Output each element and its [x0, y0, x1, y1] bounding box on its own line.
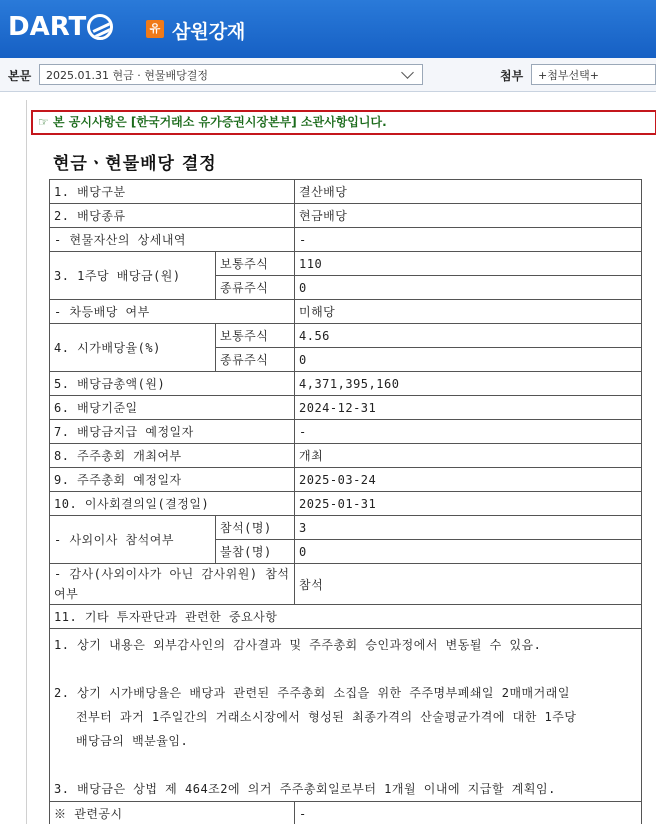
note-line: 3. 배당금은 상법 제 464조2에 의거 주주총회일로부터 1개월 이내에 지급할 계획임.: [54, 782, 556, 796]
row-value: 110: [295, 252, 642, 276]
row-label: 6. 배당기준일: [50, 396, 295, 420]
note-line: 배당금의 백분율임.: [76, 734, 189, 748]
attach-select-value: +첨부선택+: [538, 69, 599, 82]
row-label: - 사외이사 참석여부: [50, 516, 216, 564]
row-value: 4,371,395,160: [295, 372, 642, 396]
table-row: [50, 468, 642, 492]
attach-select[interactable]: [531, 64, 656, 85]
company-name[interactable]: 삼원강재: [172, 21, 246, 43]
table-row: [50, 605, 642, 629]
row-value: 미해당: [295, 300, 642, 324]
table-row: [50, 372, 642, 396]
row-value: -: [295, 228, 642, 252]
table-row: [50, 180, 642, 204]
row-label: 11. 기타 투자판단과 관련한 중요사항: [50, 605, 642, 629]
dividend-table: [49, 179, 642, 824]
logo-text: DART: [8, 12, 87, 42]
row-value: 0: [295, 540, 642, 564]
row-value: 2025-03-24: [295, 468, 642, 492]
table-row: [50, 324, 642, 348]
row-sublabel: 참석(명): [216, 516, 295, 540]
table-row: [50, 420, 642, 444]
row-sublabel: 보통주식: [216, 324, 295, 348]
row-value: -: [295, 420, 642, 444]
row-sublabel: 보통주식: [216, 252, 295, 276]
table-row: [50, 204, 642, 228]
table-row: [50, 228, 642, 252]
body-select[interactable]: [39, 64, 423, 85]
body-label: 본문: [8, 69, 32, 83]
dart-logo[interactable]: [8, 10, 113, 44]
row-value: 2024-12-31: [295, 396, 642, 420]
table-row: [50, 516, 642, 540]
table-row: [50, 492, 642, 516]
row-value: 3: [295, 516, 642, 540]
note-line: 2. 상기 시가배당율은 배당과 관련된 주주총회 소집을 위한 주주명부폐쇄일 2매매거래일: [54, 686, 570, 700]
toolbar: [0, 58, 656, 92]
table-row: [50, 396, 642, 420]
row-value: 결산배당: [295, 180, 642, 204]
row-value: -: [295, 802, 642, 824]
note-spacer: [54, 753, 637, 777]
body-select-value: 2025.01.31 현금 · 현물배당결정: [46, 69, 208, 82]
note-line: 전부터 과거 1주일간의 거래소시장에서 형성된 최종가격의 산술평균가격에 대한 1주당: [76, 710, 577, 724]
attach-label: 첨부: [500, 69, 524, 83]
row-sublabel: 종류주식: [216, 348, 295, 372]
row-value: 0: [295, 348, 642, 372]
row-value: 현금배당: [295, 204, 642, 228]
row-sublabel: 불참(명): [216, 540, 295, 564]
table-row: [50, 300, 642, 324]
row-value: 0: [295, 276, 642, 300]
pointing-hand-icon: ☞: [38, 115, 49, 129]
row-label: - 현물자산의 상세내역: [50, 228, 295, 252]
table-row: [50, 564, 642, 605]
table-row: [50, 802, 642, 824]
row-label: 10. 이사회결의일(결정일): [50, 492, 295, 516]
header-bar: [0, 0, 656, 58]
row-label: 9. 주주총회 예정일자: [50, 468, 295, 492]
document-frame: [26, 100, 656, 824]
row-label: - 감사(사외이사가 아닌 감사위원) 참석여부: [50, 564, 295, 605]
note-line: 1. 상기 내용은 외부감사인의 감사결과 및 주주총회 승인과정에서 변동될 수 있음.: [54, 638, 542, 652]
row-value: 4.56: [295, 324, 642, 348]
table-row: [50, 629, 642, 802]
notes-cell: [50, 629, 642, 802]
table-row: [50, 252, 642, 276]
document-title: 현금ㆍ현물배당 결정: [53, 154, 217, 174]
row-label: 3. 1주당 배당금(원): [50, 252, 216, 300]
row-label: 8. 주주총회 개최여부: [50, 444, 295, 468]
chevron-down-icon: [401, 66, 414, 79]
note-spacer: [54, 657, 637, 681]
logo-globe-icon: [87, 14, 113, 40]
row-label: 4. 시가배당율(%): [50, 324, 216, 372]
row-value: 2025-01-31: [295, 492, 642, 516]
notice-text: 본 공시사항은 [한국거래소 유가증권시장본부] 소관사항입니다.: [53, 115, 387, 129]
row-label: 2. 배당종류: [50, 204, 295, 228]
row-sublabel: 종류주식: [216, 276, 295, 300]
row-value: 참석: [295, 564, 642, 605]
row-label: ※ 관련공시: [50, 802, 295, 824]
market-badge: 유: [146, 20, 164, 38]
table-row: [50, 444, 642, 468]
row-label: 5. 배당금총액(원): [50, 372, 295, 396]
row-label: - 차등배당 여부: [50, 300, 295, 324]
notice-box: [31, 110, 656, 135]
row-label: 1. 배당구분: [50, 180, 295, 204]
row-value: 개최: [295, 444, 642, 468]
row-label: 7. 배당금지급 예정일자: [50, 420, 295, 444]
